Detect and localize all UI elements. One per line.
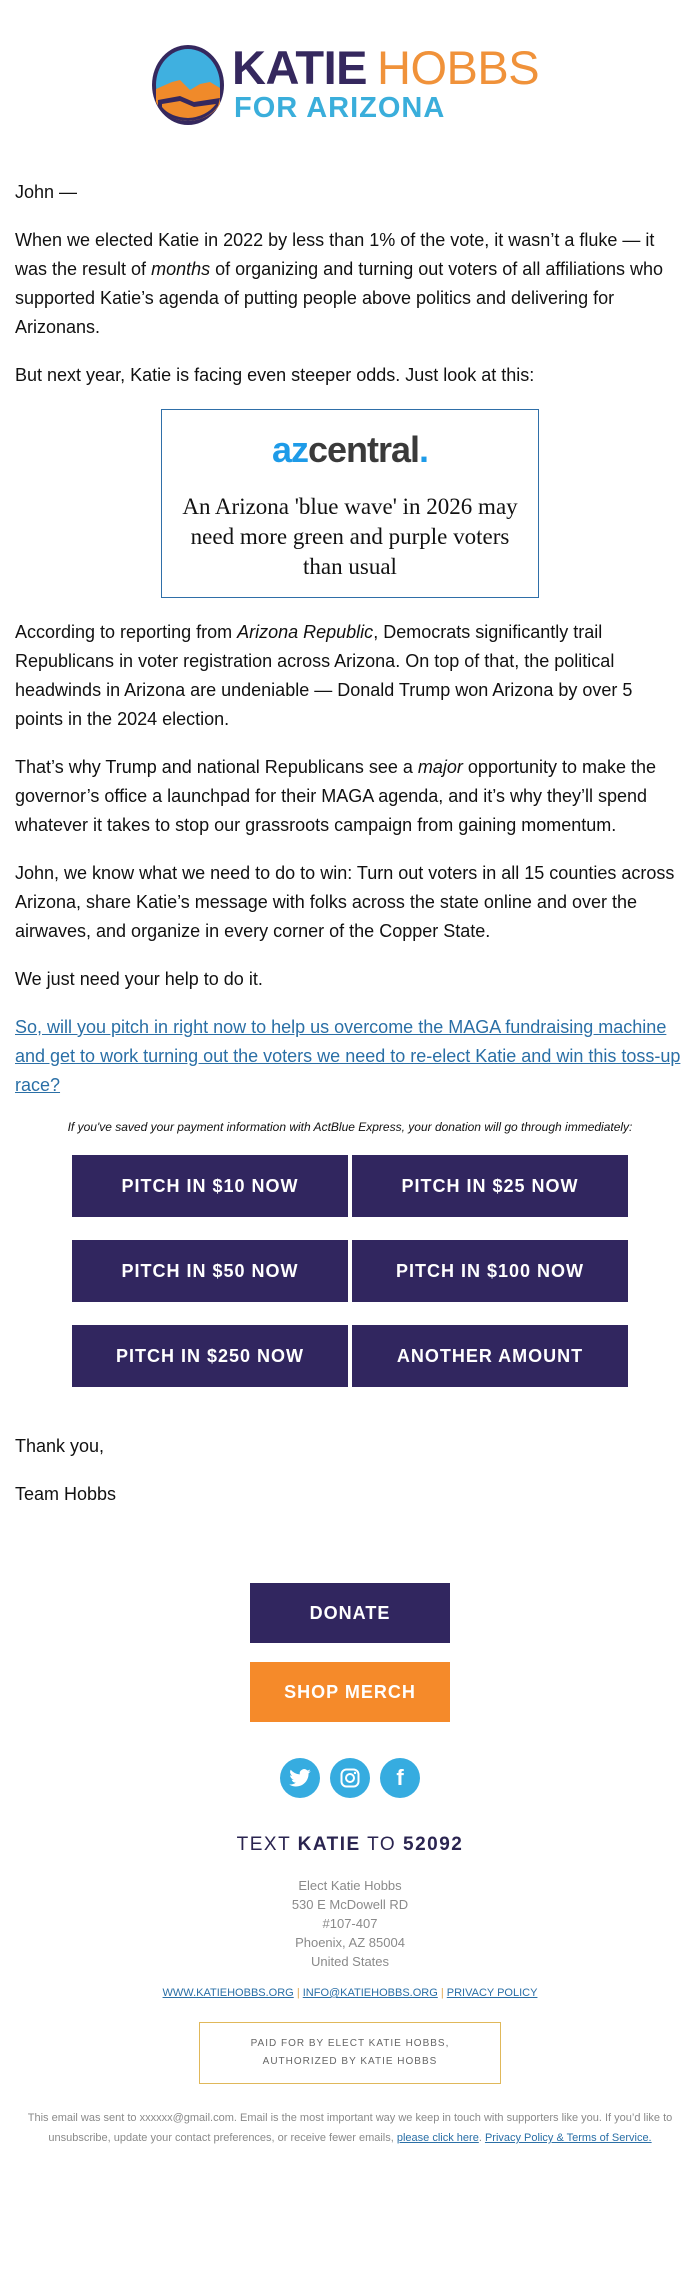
donate-100-button[interactable]: PITCH IN $100 NOW [352, 1240, 628, 1302]
paragraph: According to reporting from Arizona Republic, Democrats significantly trail Republicans in voter registration across Arizona. On top of that, the political headwinds in Arizona are undeniable — Donald Trump won Arizona by over 5 points in the 2024 election. [15, 622, 633, 729]
paragraph: When we elected Katie in 2022 by less than 1% of the vote, it wasn’t a fluke — it was the result of months of organizing and turning out voters of all affiliations who supported Katie’s agenda of putting people above politics and delivering for Arizonans. [15, 230, 664, 337]
privacy-terms-link[interactable]: Privacy Policy & Terms of Service. [484, 2132, 652, 2144]
paragraph: That’s why Trump and national Republicans see a major opportunity to make the governor’s office a launchpad for their MAGA agenda, and it’s why they’ll spend whatever it takes to stop our grassroots campaign from gaining momentum. [15, 757, 657, 835]
signoff: Thank you, [15, 1436, 105, 1456]
facebook-icon[interactable]: f [380, 1758, 420, 1798]
donate-10-button[interactable]: PITCH IN $10 NOW [72, 1155, 348, 1217]
signature: Team Hobbs [15, 1484, 117, 1504]
donate-button[interactable]: DONATE [250, 1583, 450, 1643]
azcentral-logo: azcentral. [271, 429, 429, 470]
privacy-policy-link[interactable]: PRIVACY POLICY [446, 1987, 538, 1999]
logo-tagline: FOR ARIZONA [234, 92, 446, 124]
website-link[interactable]: WWW.KATIEHOBBS.ORG [162, 1987, 294, 1999]
logo-name-bold: KATIE [232, 41, 368, 94]
paid-for-disclaimer: PAID FOR BY ELECT KATIE HOBBS, AUTHORIZED BY KATIE HOBBS [199, 2022, 501, 2084]
donate-250-button[interactable]: PITCH IN $250 NOW [72, 1325, 348, 1387]
instagram-icon[interactable] [330, 1758, 370, 1798]
legal-text: This email was sent to xxxxxx@gmail.com. Email is the most important way we keep in touch with supporters like you. If you’d like to unsubscribe, update your contact preferences, or receive fewer emails, please click here. Privacy Policy & Terms of Service. [27, 2112, 673, 2144]
unsubscribe-link[interactable]: please click here [396, 2132, 479, 2144]
twitter-icon[interactable] [280, 1758, 320, 1798]
social-links [0, 1758, 700, 1798]
paragraph: But next year, Katie is facing even steeper odds. Just look at this: [15, 365, 535, 385]
news-clipping[interactable] [161, 409, 539, 598]
campaign-logo [150, 41, 560, 126]
footer-links: WWW.KATIEHOBBS.ORG | INFO@KATIEHOBBS.ORG | PRIVACY POLICY [162, 1987, 538, 1999]
donate-25-button[interactable]: PITCH IN $25 NOW [352, 1155, 628, 1217]
email-link[interactable]: INFO@KATIEHOBBS.ORG [302, 1987, 438, 1999]
text-signup: TEXT KATIE TO 52092 [236, 1834, 464, 1855]
donate-cta-link[interactable]: So, will you pitch in right now to help us overcome the MAGA fundraising machine and get to work turning out the voters we need to re-elect Katie and win this toss-up race? [15, 1017, 681, 1095]
logo-name-light: HOBBS [377, 41, 540, 94]
email-body [15, 178, 685, 1528]
shop-merch-button[interactable]: SHOP MERCH [250, 1662, 450, 1722]
greeting: John — [15, 182, 78, 202]
donate-other-amount-button[interactable]: ANOTHER AMOUNT [352, 1325, 628, 1387]
paragraph: John, we know what we need to do to win: Turn out voters in all 15 counties across Arizona, share Katie’s message with folks across the state online and over the airwaves, and organize in every corner of the Copper State. [15, 863, 675, 941]
mailing-address: Elect Katie Hobbs 530 E McDowell RD #107-407 Phoenix, AZ 85004 United States [291, 1878, 409, 1969]
arizona-landscape-icon [150, 44, 228, 126]
donate-50-button[interactable]: PITCH IN $50 NOW [72, 1240, 348, 1302]
paragraph: We just need your help to do it. [15, 969, 263, 989]
donation-button-grid [15, 1155, 685, 1387]
footer [0, 1583, 700, 2148]
actblue-express-note: If you've saved your payment information with ActBlue Express, your donation will go through immediately: [67, 1120, 633, 1134]
news-headline: An Arizona 'blue wave' in 2026 may need more green and purple voters than usual [182, 494, 518, 579]
